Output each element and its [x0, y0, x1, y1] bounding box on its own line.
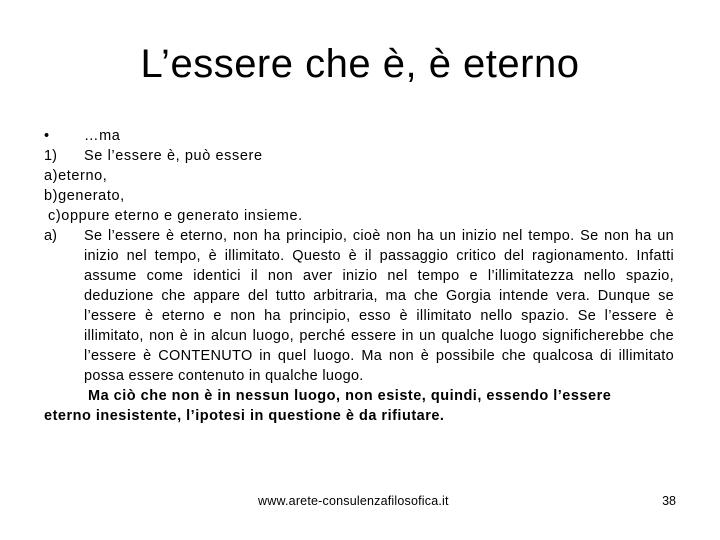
slide-content: [44, 126, 674, 426]
option-c: c)oppure eterno e generato insieme.: [48, 208, 303, 224]
conclusion-line-2: eterno inesistente, l’ipotesi in questione è da rifiutare.: [44, 408, 445, 424]
item-text: Se l’essere è, può essere: [84, 148, 263, 164]
numbered-item: [44, 146, 674, 166]
conclusion-line-1: Ma ciò che non è in nessun luogo, non esiste, quindi, essendo l’essere: [88, 388, 612, 404]
bullet-symbol: •: [44, 128, 50, 144]
argument-paragraph: [44, 226, 674, 386]
slide-title: L’essere che è, è eterno: [140, 42, 580, 86]
footer-url: www.arete-consulenzafilosofica.it: [258, 494, 449, 508]
page-number: 38: [662, 494, 676, 508]
bullet-text: …ma: [84, 128, 121, 144]
option-b: b)generato,: [44, 188, 125, 204]
bullet-item: [44, 126, 674, 146]
paragraph-marker: a): [44, 228, 57, 244]
item-number: 1): [44, 148, 57, 164]
option-a: a)eterno,: [44, 168, 108, 184]
paragraph-text: Se l’essere è eterno, non ha principio, cioè non ha un inizio nel tempo. Se non ha un inizio nel tempo, è illimitato. Questo è il passaggio critico del ragionamento. Infatti assume come identici il non aver inizio nel tempo e l’illimitatezza nello spazio, deduzione che appare del tutto arbitraria, ma che Gorgia intende vera. Dunque se l’essere è eterno e non ha principio, esso è illimitato nello spazio. Se l’essere è illimitato, non è in alcun luogo, perché essere in un qualche luogo significherebbe che l’essere è CONTENUTO in quel luogo. Ma non è possibile che qualcosa di illimitato possa essere contenuto in qualche luogo.: [84, 228, 674, 384]
